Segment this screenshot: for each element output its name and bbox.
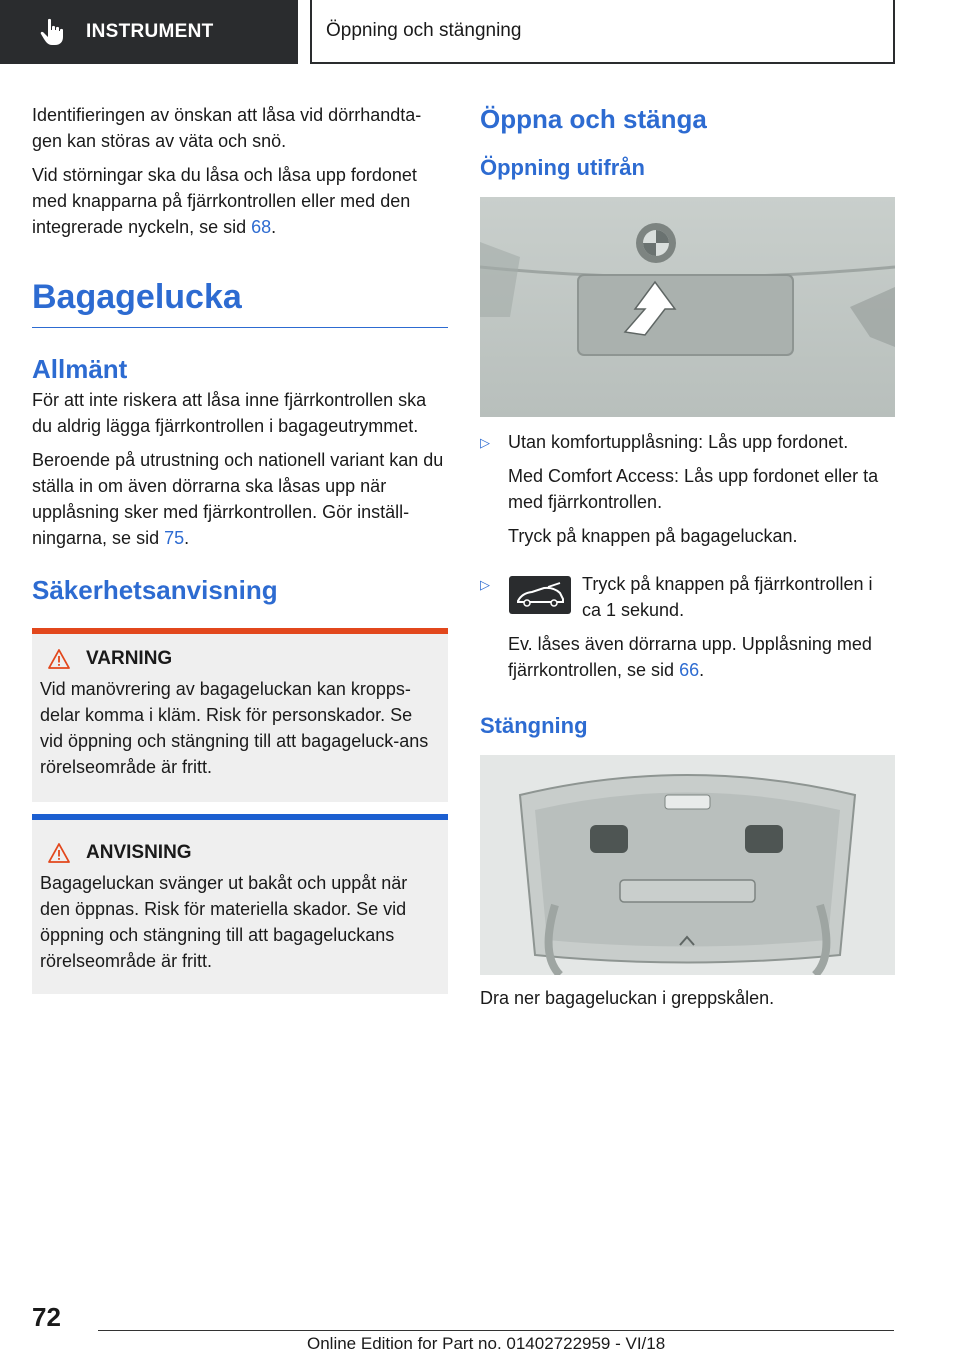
page-link-68[interactable]: 68	[251, 217, 272, 237]
page-link-75[interactable]: 75	[164, 528, 185, 548]
warning-title: VARNING	[86, 648, 173, 669]
notice-title: ANVISNING	[86, 842, 192, 863]
warning-triangle-icon	[48, 649, 70, 669]
spacer	[32, 802, 448, 814]
notice-text: Bagageluckan svänger ut bakåt och uppåt när den öppnas. Risk för materiella skador. Se vid öppning och stängning till att bagageluckans rörelseområde är fritt.	[40, 873, 408, 971]
step-1-line-1: Utan komfortupplåsning: Lås upp fordonet.	[508, 432, 849, 452]
intro-paragraph-2-text: Vid störningar ska du låsa och låsa upp fordonet med knapparna på fjärrkontrollen eller med den integrerade nyckeln, se sid	[32, 165, 417, 237]
heading-oppna-och-stanga: Öppna och stänga	[480, 104, 707, 134]
page-number: 72	[32, 1302, 61, 1332]
notice-triangle-icon	[48, 843, 70, 863]
header-section-label: INSTRUMENT	[86, 21, 214, 42]
heading-oppning-utifran: Öppning utifrån	[480, 155, 645, 180]
step-2-line-2-end: .	[699, 660, 705, 680]
allmant-paragraph-2	[32, 447, 448, 551]
step-triangle-icon: ▷	[480, 435, 490, 450]
step-2-text: Tryck på knappen på fjärrkontrollen i ca 1 sekund.	[582, 574, 873, 620]
header-chapter	[310, 0, 895, 64]
step-2-line-2	[508, 631, 895, 683]
heading-allmant: Allmänt	[32, 354, 128, 384]
footer-rule	[98, 1330, 894, 1331]
heading-bagagelucka: Bagagelucka	[32, 278, 242, 316]
header-section-tab	[0, 0, 298, 64]
step-1-line-3: Tryck på knappen på bagageluckan.	[508, 526, 798, 546]
heading-sakerhetsanvisning: Säkerhetsanvisning	[32, 575, 278, 605]
warning-title-row	[40, 648, 440, 670]
step-triangle-icon: ▷	[480, 577, 490, 592]
left-column	[32, 100, 448, 994]
notice-box	[32, 820, 448, 994]
right-column	[480, 100, 895, 1019]
step-1-line-2: Med Comfort Access: Lås upp fordonet eller ta med fjärrkontrollen.	[508, 466, 879, 512]
heading-stangning: Stängning	[480, 713, 588, 738]
step-2	[480, 571, 895, 691]
allmant-paragraph-2-text: Beroende på utrustning och nationell variant kan du ställa in om även dörrarna ska låsas upp när upplåsning sker med fjärrkontrollen. Gör inställ-ningarna, se sid	[32, 450, 444, 548]
intro-paragraph-2-end: .	[271, 217, 277, 237]
step-2-line-2-text: Ev. låses även dörrarna upp. Upplåsning med fjärrkontrollen, se sid	[508, 634, 872, 680]
step-1	[480, 429, 895, 557]
trunk-exterior-image	[480, 197, 895, 417]
trunk-interior-image	[480, 755, 895, 975]
footer-edition: Online Edition for Part no. 01402722959 - VI/18	[307, 1334, 666, 1353]
intro-paragraph-1: Identifieringen av önskan att låsa vid dörrhandta-gen kan störas av väta och snö.	[32, 105, 422, 151]
header-chapter-label: Öppning och stängning	[326, 20, 522, 41]
intro-paragraph-2	[32, 162, 448, 240]
allmant-paragraph-2-end: .	[184, 528, 190, 548]
car-trunk-button-icon	[508, 575, 572, 615]
step-2-row	[508, 571, 895, 623]
hand-pointer-icon	[40, 18, 66, 46]
stangning-text: Dra ner bagageluckan i greppskålen.	[480, 988, 775, 1008]
warning-text: Vid manövrering av bagageluckan kan kropps-delar komma i kläm. Risk för personskador. Se vid öppning och stängning till att bagageluck-ans rörelseområde är fritt.	[40, 679, 429, 777]
page-link-66[interactable]: 66	[679, 660, 700, 680]
heading-rule	[32, 327, 448, 328]
allmant-paragraph-1: För att inte riskera att låsa inne fjärrkontrollen ska du aldrig lägga fjärrkontrollen i bagageutrymmet.	[32, 390, 427, 436]
warning-box	[32, 634, 448, 802]
notice-title-row	[40, 842, 440, 864]
